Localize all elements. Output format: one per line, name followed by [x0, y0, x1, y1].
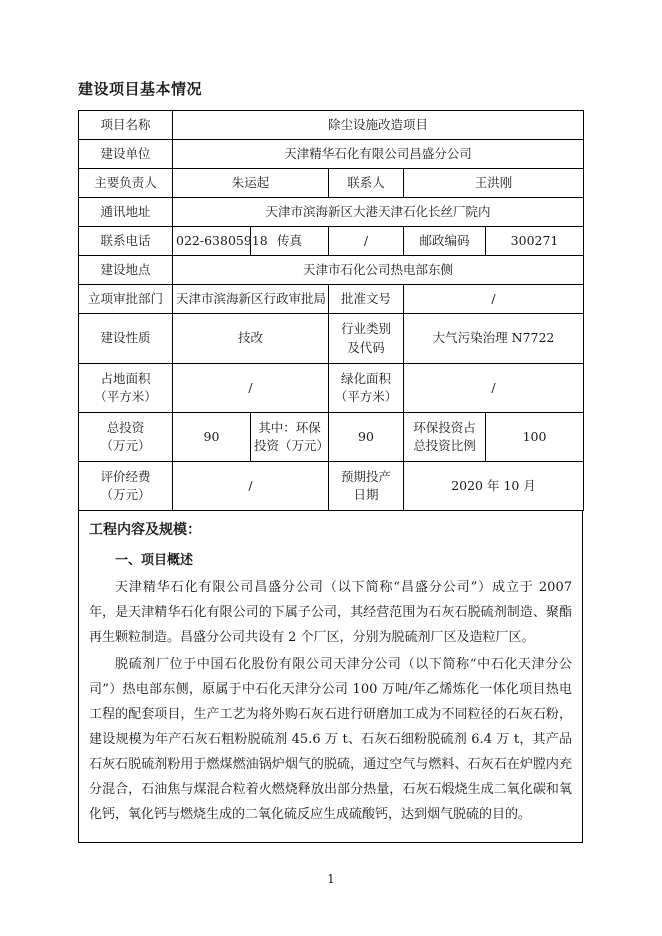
postcode-label: 邮政编码 — [404, 227, 486, 256]
env-investment-label-line1: 其中：环保 — [258, 419, 321, 435]
green-area-label — [329, 363, 404, 412]
table-row — [79, 314, 584, 363]
project-basic-info-table — [78, 110, 584, 512]
paragraph-desulfurizer-plant: 脱硫剂厂位于中国石化股份有限公司天津分公司（以下简称“中石化天津分公司”）热电部东侧，原属于中石化天津分公司 100 万吨/年乙烯炼化一体化项目热电工程的配套项目，生产工艺为将外购石灰石进行研磨加工成为不同粒径的石灰石粉，建设规模为年产石灰石粗粉脱硫剂 45.6 万 t、石灰石细粉脱硫剂 6.4 万 t，其产品石灰石脱硫剂粉用于燃煤燃油锅炉烟气的脱硫，通过空气与燃料、石灰石在炉膛内充分混合，石油焦与煤混合粒着火燃烧释放出部分热量，石灰石煅烧生成二氧化碳和氧化钙，氧化钙与燃烧生成的二氧化硫反应生成硫酸钙，达到烟气脱硫的目的。 — [89, 657, 572, 823]
fax-label: 传真 — [251, 227, 329, 256]
phone-label: 联系电话 — [79, 227, 173, 256]
site-label: 建设地点 — [79, 256, 173, 285]
env-ratio-label — [404, 412, 486, 461]
green-area-label-line1: 绿化面积 — [340, 370, 391, 386]
eval-fee-label-line2: （万元） — [100, 487, 151, 503]
page-title: 建设项目基本情况 — [78, 80, 203, 98]
page-number: 1 — [327, 872, 335, 886]
land-area-label — [79, 363, 173, 412]
project-name-value: 除尘设施改造项目 — [173, 110, 584, 139]
contact-value: 王洪刚 — [404, 168, 584, 197]
production-date-label-line1: 预期投产 — [340, 469, 391, 485]
env-ratio-label-line1: 环保投资占 — [413, 419, 476, 435]
table-row — [79, 139, 584, 168]
production-date-label — [329, 462, 404, 511]
table-row — [79, 462, 584, 511]
total-investment-label-line2: （万元） — [100, 438, 151, 453]
env-investment-label-line2: 投资（万元） — [254, 438, 330, 453]
engineering-content-section — [78, 511, 583, 843]
table-row — [79, 110, 584, 139]
phone-value: 022-63805918 — [173, 227, 251, 256]
env-ratio-label-line2: 总投资比例 — [413, 438, 476, 453]
site-value: 天津市石化公司热电部东侧 — [173, 256, 584, 285]
nature-value: 技改 — [173, 314, 329, 363]
eval-fee-value: / — [173, 462, 329, 511]
production-date-value: 2020 年 10 月 — [404, 462, 584, 511]
address-value: 天津市滨海新区大港天津石化长丝厂院内 — [173, 197, 584, 226]
nature-label: 建设性质 — [79, 314, 173, 363]
table-row — [79, 227, 584, 256]
green-area-value: / — [404, 363, 584, 412]
total-investment-value: 90 — [173, 412, 251, 461]
industry-label-line2: 及代码 — [347, 339, 385, 355]
principal-value: 朱运起 — [173, 168, 329, 197]
approval-dept-label: 立项审批部门 — [79, 285, 173, 314]
industry-label — [329, 314, 404, 363]
postcode-value: 300271 — [486, 227, 584, 256]
land-area-value: / — [173, 363, 329, 412]
env-ratio-value: 100 — [486, 412, 584, 461]
contact-label: 联系人 — [329, 168, 404, 197]
table-row — [79, 256, 584, 285]
green-area-label-line2: （平方米） — [334, 388, 398, 404]
sub-heading-project-overview: 一、项目概述 — [115, 552, 194, 568]
production-date-label-line2: 日期 — [353, 487, 379, 503]
env-investment-value: 90 — [329, 412, 404, 461]
construction-unit-label: 建设单位 — [79, 139, 173, 168]
approval-dept-value: 天津市滨海新区行政审批局 — [173, 285, 329, 314]
table-row — [79, 363, 584, 412]
land-area-label-line1: 占地面积 — [100, 370, 151, 386]
land-area-label-line2: （平方米） — [94, 388, 157, 404]
eval-fee-label — [79, 462, 173, 511]
table-row — [79, 197, 584, 226]
approval-doc-value: / — [404, 285, 584, 314]
eval-fee-label-line1: 评价经费 — [100, 469, 151, 485]
page-content — [78, 80, 583, 843]
industry-value: 大气污染治理 N7722 — [404, 314, 584, 363]
table-row — [79, 412, 584, 461]
total-investment-label-line1: 总投资 — [106, 419, 145, 435]
fax-value: / — [329, 227, 404, 256]
table-row — [79, 285, 584, 314]
approval-doc-label: 批准文号 — [329, 285, 404, 314]
total-investment-label — [79, 412, 173, 461]
industry-label-line1: 行业类别 — [340, 321, 391, 337]
principal-label: 主要负责人 — [79, 168, 173, 197]
project-name-label: 项目名称 — [79, 110, 173, 139]
paragraph-company-background: 天津精华石化有限公司昌盛分公司（以下简称“昌盛分公司”）成立于 2007 年，是天津精华石化有限公司的下属子公司，其经营范围为石灰石脱硫剂制造、聚酯再生颗粒制造。昌盛分公司共设有 2 个厂区，分别为脱硫剂厂区及造粒厂区。 — [89, 580, 572, 646]
table-row — [79, 168, 584, 197]
construction-unit-value: 天津精华石化有限公司昌盛分公司 — [173, 139, 584, 168]
section-heading: 工程内容及规模： — [89, 522, 201, 539]
address-label: 通讯地址 — [79, 197, 173, 226]
env-investment-label — [251, 412, 329, 461]
